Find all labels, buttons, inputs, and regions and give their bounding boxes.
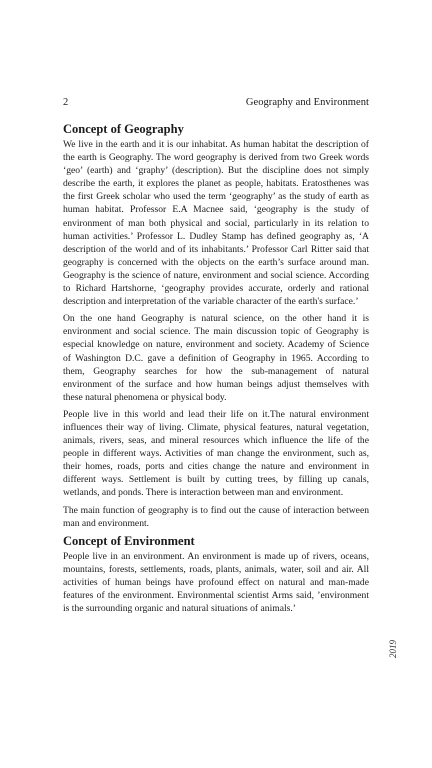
- paragraph: People live in an environment. An environment is made up of rivers, oceans, mountains, forests, settlements, roads, plants, animals, water, soil and air. All activities of human beings have profound effect on natural and man-made features of the environment. Environmental scientist Arms said, ’environment is the surrounding organic and natural situations of animals.’: [63, 550, 369, 615]
- paragraph: The main function of geography is to find out the cause of interaction between man and environment.: [63, 504, 369, 529]
- section-heading-geography: Concept of Geography: [63, 122, 184, 136]
- year-side-note: 2019: [388, 640, 398, 658]
- paragraph: On the one hand Geography is natural science, on the other hand it is environment and social science. The main discussion topic of Geography is especial knowledge on nature, environment and society. Academy of Science of Washington D.C. gave a definition of Geography in 1965. According to them, Geography searches for how the sub-management of natural environment of the surface and how human beings adjust themselves with these natural phenomena or physical body.: [63, 313, 369, 403]
- paragraph: People live in this world and lead their life on it.The natural environment influences their way of living. Climate, physical features, natural vegetation, animals, rivers, seas, and mineral resources which influence the life of the people in different ways. Activities of man change the environment, such as, their homes, roads, ports and cities change the nature and environment in different ways. Settlement is built by cutting trees, by filling up canals, wetlands, and ponds. There is interaction between man and environment.: [63, 408, 369, 499]
- running-title: Geography and Environment: [245, 97, 369, 108]
- document-page: [63, 97, 369, 619]
- paragraph: We live in the earth and it is our inhabitat. As human habitat the description of the earth is Geography. The word geography is derived from two Greek words ‘geo’ (earth) and ‘graphy’ (description). But the discipline does not simply describe the earth, it explores the planet as people, habitats. Eratosthenes was the first Greek scholar who used the term ‘geography’ as the study of earth as human habitat. Professor E.A Macnee said, ‘geography is the study of environment of man both physical and social, particularly in its relation to human activities.’ Professor L. Dudley Stamp has defined geography as, ‘A description of the world and of its inhabitants.’ Professor Carl Ritter said that geography is concerned with the objects on the earth’s surface around man. Geography is the science of nature, environment and social science. According to Richard Hartshorne, ‘geography provides accurate, orderly and rational description and interpretation of the variable character of the earth's surface.’: [63, 139, 369, 308]
- section-heading-environment: Concept of Environment: [63, 533, 195, 548]
- running-head: [63, 97, 369, 108]
- page-number: 2: [63, 97, 69, 108]
